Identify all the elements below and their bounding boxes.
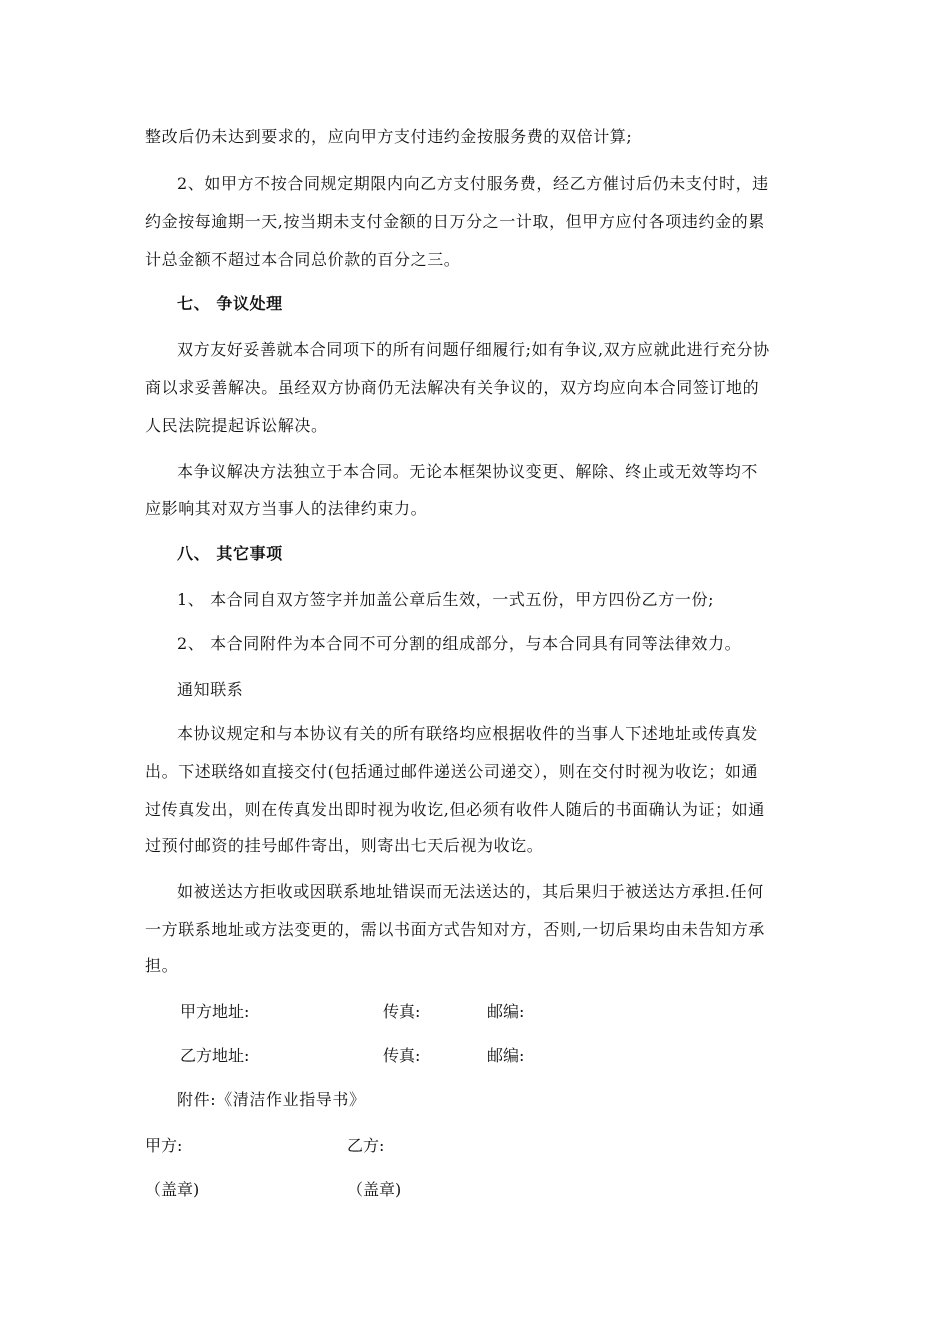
party-a-postcode-label: 邮编: [487,1002,525,1021]
party-b-signature-label: 乙方: [347,1136,385,1155]
paragraph-line: 过预付邮资的挂号邮件寄出，则寄出七天后视为收讫。 [145,836,544,855]
party-b-postcode-label: 邮编: [487,1046,525,1065]
attachment-line: 附件:《清洁作业指导书》 [177,1090,366,1109]
paragraph-line: 本争议解决方法独立于本合同。无论本框架协议变更、解除、终止或无效等均不 [177,462,759,481]
subheading: 通知联系 [177,680,244,699]
party-a-address-label: 甲方地址: [180,1002,250,1021]
paragraph-line: 担。 [145,956,179,975]
paragraph-line: 如被送达方拒收或因联系地址错误而无法送达的，其后果归于被送达方承担.任何 [177,882,764,901]
party-b-seal-label: （盖章) [347,1180,402,1199]
paragraph-line: 一方联系地址或方法变更的，需以书面方式告知对方，否则,一切后果均由未告知方承 [145,920,765,939]
party-b-address-label: 乙方地址: [180,1046,250,1065]
paragraph-line: 整改后仍未达到要求的，应向甲方支付违约金按服务费的双倍计算; [145,127,633,146]
paragraph-line: 本协议规定和与本协议有关的所有联络均应根据收件的当事人下述地址或传真发 [177,724,759,743]
paragraph-line: 2、如甲方不按合同规定期限内向乙方支付服务费，经乙方催讨后仍未支付时，违 [177,174,769,193]
party-a-fax-label: 传真: [383,1002,421,1021]
party-a-signature-label: 甲方: [145,1136,183,1155]
paragraph-line: 应影响其对双方当事人的法律约束力。 [145,499,428,518]
paragraph-line: 双方友好妥善就本合同项下的所有问题仔细履行;如有争议,双方应就此进行充分协 [177,340,770,359]
section-heading: 八、 其它事项 [177,544,283,563]
paragraph-line: 出。下述联络如直接交付(包括通过邮件递送公司递交），则在交付时视为收讫；如通 [145,762,759,781]
party-a-seal-label: （盖章) [145,1180,200,1199]
paragraph-line: 人民法院提起诉讼解决。 [145,416,328,435]
list-item: 2、 本合同附件为本合同不可分割的组成部分，与本合同具有同等法律效力。 [177,634,742,653]
paragraph-line: 过传真发出，则在传真发出即时视为收讫,但必须有收件人随后的书面确认为证；如通 [145,800,765,819]
paragraph-line: 商以求妥善解决。虽经双方协商仍无法解决有关争议的，双方均应向本合同签订地的 [145,378,760,397]
paragraph-line: 约金按每逾期一天,按当期未支付金额的日万分之一计取，但甲方应付各项违约金的累 [145,212,765,231]
party-b-fax-label: 传真: [383,1046,421,1065]
paragraph-line: 计总金额不超过本合同总价款的百分之三。 [145,250,461,269]
section-heading: 七、 争议处理 [177,294,283,313]
list-item: 1、 本合同自双方签字并加盖公章后生效，一式五份，甲方四份乙方一份; [177,590,715,609]
